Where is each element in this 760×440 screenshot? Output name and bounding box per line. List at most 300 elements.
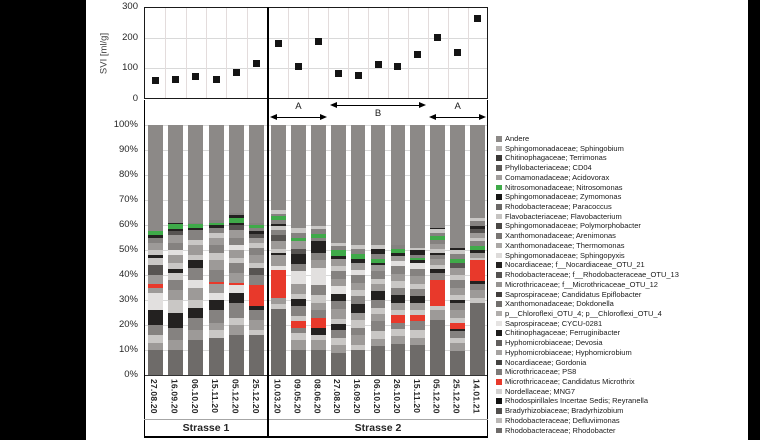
legend-swatch: [496, 175, 502, 181]
bar-segment: [311, 303, 326, 311]
legend-swatch: [496, 136, 502, 142]
bar-segment: [410, 284, 425, 289]
bar-segment: [371, 300, 386, 308]
legend-label: Microthricaceae; Candidatus Microthrix: [505, 377, 635, 386]
bar-segment: [470, 221, 485, 226]
bar-segment: [291, 299, 306, 307]
bar-segment: [311, 340, 326, 350]
legend-swatch: [496, 243, 502, 249]
bar-segment: [249, 310, 264, 320]
bar-segment: [148, 235, 163, 238]
phase-arrow-line: [435, 117, 480, 118]
bar-segment: [410, 125, 425, 248]
bar-segment: [291, 294, 306, 299]
bar-segment: [148, 284, 163, 288]
bar-segment: [430, 249, 445, 253]
bar-segment: [430, 236, 445, 240]
scatter-point: [454, 49, 461, 56]
bar-segment: [168, 243, 183, 251]
bar-segment: [430, 253, 445, 256]
percent-ytick: 90%: [118, 144, 138, 155]
bar-segment: [209, 233, 224, 238]
bar-segment: [188, 300, 203, 308]
bar-segment: [229, 213, 244, 216]
bar-segment: [168, 313, 183, 328]
legend-label: Hyphomicrobiaceae; Hyphomicrobium: [505, 347, 632, 357]
legend-label: Nitrosomonadaceae; Nitrosomonas: [505, 182, 623, 192]
bar-segment: [229, 225, 244, 230]
bar-segment: [371, 308, 386, 314]
bar-segment: [271, 253, 286, 256]
legend-swatch: [496, 340, 502, 346]
bar-segment: [470, 258, 485, 261]
bar-segment: [168, 231, 183, 235]
bar-segment: [351, 259, 366, 263]
bar-segment: [470, 260, 485, 281]
date-label: 14.01.21: [471, 379, 482, 414]
legend-label: Chitinophagaceae; Ferruginibacter: [505, 328, 621, 338]
bar-segment: [271, 298, 286, 304]
bar-segment: [271, 125, 286, 210]
bar-segment: [450, 280, 465, 288]
date-label: 26.10.20: [391, 379, 402, 414]
bar-segment: [410, 289, 425, 297]
bar-segment: [351, 335, 366, 345]
bar-segment: [291, 233, 306, 238]
percent-ytick: 40%: [118, 269, 138, 280]
phase-label: A: [295, 101, 302, 112]
bar-segment: [148, 310, 163, 325]
legend-label: Rhodobacteraceae; Paracoccus: [505, 202, 612, 212]
bar-segment: [450, 310, 465, 318]
bar-segment: [271, 249, 286, 253]
bar-segment: [331, 319, 346, 324]
bar-segment: [209, 293, 224, 301]
bar-segment: [249, 306, 264, 310]
bar-segment: [271, 304, 286, 309]
bar-segment: [331, 294, 346, 302]
bar-segment: [430, 259, 445, 265]
bar-segment: [249, 268, 264, 276]
legend-label: Flavobacteriaceae; Flavobacterium: [505, 211, 622, 221]
bar-segment: [311, 229, 326, 234]
bar-segment: [229, 223, 244, 226]
bar-segment: [351, 328, 366, 336]
legend-swatch: [496, 389, 502, 395]
bar-segment: [391, 336, 406, 344]
bar-segment: [351, 125, 366, 245]
bar-segment: [291, 125, 306, 228]
bar-segment: [291, 328, 306, 333]
bar-segment: [148, 325, 163, 335]
bar-segment: [351, 290, 366, 296]
bar-segment: [470, 253, 485, 258]
bar-segment: [148, 265, 163, 275]
legend-label: Nocardiaceae; f__Nocardiaceae_OTU_21: [505, 260, 645, 270]
date-label: 16.09.20: [169, 379, 180, 414]
bar-segment: [331, 256, 346, 259]
bar-segment: [249, 335, 264, 375]
scatter-point: [375, 61, 382, 68]
bar-segment: [148, 335, 163, 343]
chart-box-bottom: [144, 436, 488, 438]
bar-segment: [450, 329, 465, 332]
bar-segment: [450, 125, 465, 248]
bar-segment: [271, 216, 286, 220]
legend-swatch: [496, 330, 502, 336]
bar-segment: [188, 224, 203, 228]
bar-segment: [168, 340, 183, 350]
scatter-point: [152, 77, 159, 84]
scatter-point: [414, 51, 421, 58]
legend-swatch: [496, 301, 502, 307]
bar-segment: [291, 238, 306, 242]
bar-segment: [188, 260, 203, 268]
bar-segment: [188, 228, 203, 231]
bar-segment: [331, 338, 346, 346]
bar-segment: [351, 313, 366, 321]
bar-segment: [249, 231, 264, 234]
bar-segment: [470, 246, 485, 250]
bar-segment: [249, 255, 264, 263]
bar-segment: [209, 245, 224, 253]
date-label: 10.03.20: [272, 379, 283, 414]
bar-segment: [168, 255, 183, 263]
bar-segment: [371, 254, 386, 259]
bar-segment: [331, 259, 346, 267]
legend-label: Microthricaceae; PS8: [505, 367, 577, 377]
legend-label: Nordellaceae; MNG7: [505, 386, 576, 396]
svi-ytick: 0: [132, 93, 138, 104]
date-label: 05.12.20: [230, 379, 241, 414]
bar-segment: [168, 290, 183, 300]
bar-segment: [229, 215, 244, 218]
bar-segment: [311, 125, 326, 226]
scatter-point: [275, 40, 282, 47]
bar-segment: [271, 266, 286, 270]
bar-segment: [331, 243, 346, 247]
bar-segment: [450, 295, 465, 300]
bar-segment: [391, 303, 406, 311]
phase-arrow-head-right: [479, 114, 486, 120]
bar-segment: [410, 250, 425, 255]
bar-segment: [430, 310, 445, 320]
bar-segment: [229, 325, 244, 335]
bar-segment: [271, 235, 286, 241]
bar-segment: [291, 333, 306, 341]
date-label: 27.08.20: [332, 379, 343, 414]
bar-segment: [188, 280, 203, 288]
bar-segment: [168, 269, 183, 273]
bar-segment: [391, 288, 406, 296]
legend-label: Sphingomonadaceae; Polymorphobacter: [505, 221, 641, 231]
svi-axis-title: SVI [ml/g]: [98, 32, 110, 75]
bar-segment: [430, 265, 445, 269]
bar-segment: [188, 240, 203, 245]
bar-segment: [450, 259, 465, 263]
bar-segment: [229, 245, 244, 250]
bar-segment: [311, 253, 326, 261]
bar-segment: [229, 335, 244, 375]
date-label: 16.09.20: [352, 379, 363, 414]
bar-segment: [430, 233, 445, 237]
bar-segment: [271, 224, 286, 227]
chart-box-left: [144, 100, 145, 438]
legend-swatch: [496, 282, 502, 288]
bar-segment: [371, 321, 386, 331]
legend-swatch: [496, 369, 502, 375]
bar-segment: [371, 249, 386, 254]
bar-segment: [229, 318, 244, 326]
bar-segment: [229, 283, 244, 286]
phase-arrow-head-left: [330, 102, 337, 108]
bar-segment: [209, 238, 224, 246]
bar-segment: [450, 248, 465, 251]
legend-swatch: [496, 379, 502, 385]
phase-arrow-head-right: [419, 102, 426, 108]
bar-segment: [188, 223, 203, 224]
date-label: 05.12.20: [431, 379, 442, 414]
scatter-point: [233, 69, 240, 76]
bar-segment: [209, 223, 224, 226]
legend-label: Rhodobacteraceae; Defluviimonas: [505, 415, 620, 425]
legend-label: Comamonadaceae; Acidovorax: [505, 172, 610, 182]
bar-segment: [470, 290, 485, 298]
bar-segment: [470, 229, 485, 233]
bar-segment: [391, 266, 406, 274]
legend-swatch: [496, 155, 502, 161]
bar-segment: [209, 310, 224, 323]
bar-segment: [470, 298, 485, 303]
bar-segment: [311, 260, 326, 268]
bar-segment: [391, 256, 406, 261]
phase-arrow-head-right: [320, 114, 327, 120]
bar-segment: [430, 269, 445, 273]
bar-segment: [410, 345, 425, 375]
bar-segment: [249, 330, 264, 335]
bar-segment: [148, 350, 163, 375]
bar-segment: [188, 255, 203, 260]
bar-segment: [331, 345, 346, 353]
bar-segment: [391, 344, 406, 375]
bar-segment: [271, 214, 286, 217]
bar-segment: [311, 241, 326, 252]
scatter-point: [474, 15, 481, 22]
bar-segment: [249, 285, 264, 306]
bar-segment: [249, 275, 264, 285]
bar-segment: [470, 218, 485, 222]
percent-ytick: 10%: [118, 344, 138, 355]
legend-label: Xanthomonadaceae; Dokdonella: [505, 299, 614, 309]
legend-item: [496, 427, 746, 437]
bar-segment: [331, 286, 346, 294]
bar-segment: [391, 295, 406, 303]
bar-segment: [311, 295, 326, 303]
legend-swatch: [496, 398, 502, 404]
bar-segment: [168, 328, 183, 341]
bar-segment: [470, 281, 485, 284]
bar-segment: [331, 266, 346, 271]
bar-segment: [168, 300, 183, 313]
bar-segment: [188, 245, 203, 255]
bar-segment: [391, 245, 406, 249]
bar-segment: [351, 249, 366, 254]
bar-segment: [229, 293, 244, 303]
bar-segment: [331, 353, 346, 376]
bar-segment: [271, 309, 286, 375]
bar-segment: [188, 308, 203, 318]
bar-segment: [291, 264, 306, 272]
bar-segment: [371, 245, 386, 249]
bar-segment: [209, 220, 224, 223]
bar-segment: [430, 320, 445, 375]
scatter-point: [213, 76, 220, 83]
percent-ytick: 0%: [124, 369, 138, 380]
legend-swatch: [496, 350, 502, 356]
bar-segment: [148, 238, 163, 243]
bar-segment: [249, 223, 264, 226]
bar-segment: [188, 230, 203, 240]
bar-segment: [311, 226, 326, 229]
bar-segment: [249, 320, 264, 330]
bar-segment: [168, 273, 183, 281]
bar-segment: [229, 250, 244, 258]
bar-segment: [291, 316, 306, 321]
bar-axis-line: [144, 375, 488, 376]
bar-segment: [450, 275, 465, 280]
date-label: 15.11.20: [411, 379, 422, 414]
bar-segment: [331, 246, 346, 250]
bar-segment: [291, 321, 306, 327]
group-label: Strasse 2: [354, 422, 402, 434]
bar-segment: [291, 228, 306, 233]
bar-segment: [229, 238, 244, 246]
percent-ytick: 50%: [118, 244, 138, 255]
bar-segment: [148, 231, 163, 235]
scatter-point: [172, 76, 179, 83]
bar-segment: [311, 335, 326, 340]
legend-swatch: [496, 428, 502, 434]
legend-label: Rhodospirillales Incertae Sedis; Reyranella: [505, 396, 648, 406]
bar-segment: [351, 283, 366, 291]
scatter-point: [253, 60, 260, 67]
bar-segment: [371, 279, 386, 284]
bar-segment: [391, 253, 406, 257]
legend-swatch: [496, 223, 502, 229]
bar-segment: [351, 304, 366, 313]
bar-segment: [188, 340, 203, 375]
bar-segment: [209, 225, 224, 228]
legend-swatch: [496, 165, 502, 171]
bar-segment: [371, 291, 386, 300]
bar-segment: [209, 260, 224, 270]
bar-segment: [470, 226, 485, 229]
bar-segment: [168, 250, 183, 255]
bar-segment: [331, 324, 346, 330]
bar-segment: [450, 263, 465, 268]
bar-segment: [410, 315, 425, 321]
bar-segment: [351, 320, 366, 328]
bar-segment: [291, 254, 306, 264]
bar-segment: [188, 318, 203, 331]
bar-segment: [351, 345, 366, 350]
date-label: 27.08.20: [149, 379, 160, 414]
bar-segment: [311, 310, 326, 318]
bar-segment: [331, 330, 346, 338]
legend-swatch: [496, 408, 502, 414]
bar-segment: [209, 282, 224, 284]
bar-segment: [450, 303, 465, 311]
bar-segment: [291, 249, 306, 254]
bar-segment: [188, 268, 203, 281]
chart-box-right: [487, 100, 488, 438]
legend-label: Bradyrhizobiaceae; Bradyrhizobium: [505, 406, 624, 416]
legend-swatch: [496, 253, 502, 259]
bar-segment: [430, 273, 445, 281]
bar-segment: [410, 260, 425, 263]
bar-segment: [371, 346, 386, 375]
bar-segment: [249, 125, 264, 223]
bar-segment: [148, 293, 163, 311]
bar-segment: [229, 263, 244, 273]
scatter-point: [394, 63, 401, 70]
bar-segment: [371, 259, 386, 263]
bar-segment: [450, 288, 465, 296]
phase-label: A: [454, 101, 461, 112]
bar-segment: [249, 263, 264, 268]
legend-swatch: [496, 194, 502, 200]
legend-swatch: [496, 185, 502, 191]
bar-segment: [188, 125, 203, 223]
bar-segment: [371, 339, 386, 347]
phase-arrow-line: [336, 105, 421, 106]
bar-segment: [168, 224, 183, 229]
bar-segment: [351, 275, 366, 283]
bar-segment: [168, 280, 183, 290]
bar-segment: [450, 338, 465, 343]
scatter-point: [355, 72, 362, 79]
bar-segment: [430, 240, 445, 244]
bar-segment: [351, 270, 366, 275]
bar-segment: [291, 241, 306, 249]
legend-label: Xanthomonadaceae; Arenimonas: [505, 231, 616, 241]
date-label: 25.12.20: [250, 379, 261, 414]
bar-segment: [450, 318, 465, 323]
phase-arrow-head-left: [429, 114, 436, 120]
bar-segment: [371, 284, 386, 292]
bar-segment: [271, 210, 286, 214]
legend-label: Sphingomonadaceae; Sphingobium: [505, 143, 624, 153]
legend-label: Saprospiraceae; Candidatus Epiflobacter: [505, 289, 642, 299]
bar-segment: [209, 338, 224, 376]
scatter-point: [335, 70, 342, 77]
bar-segment: [470, 238, 485, 242]
legend-label: Rhodobacteraceae; f__Rhodobacteraceae_OTU_13: [505, 270, 679, 280]
bar-segment: [371, 271, 386, 279]
bar-segment: [391, 274, 406, 282]
bar-segment: [430, 229, 445, 233]
bar-segment: [331, 271, 346, 279]
bar-segment: [168, 350, 183, 375]
bar-segment: [168, 229, 183, 232]
bar-segment: [291, 271, 306, 284]
bar-segment: [391, 315, 406, 323]
bar-segment: [168, 125, 183, 223]
bar-segment: [209, 270, 224, 282]
bar-segment: [470, 241, 485, 246]
bar-segment: [249, 225, 264, 228]
bar-segment: [148, 243, 163, 251]
